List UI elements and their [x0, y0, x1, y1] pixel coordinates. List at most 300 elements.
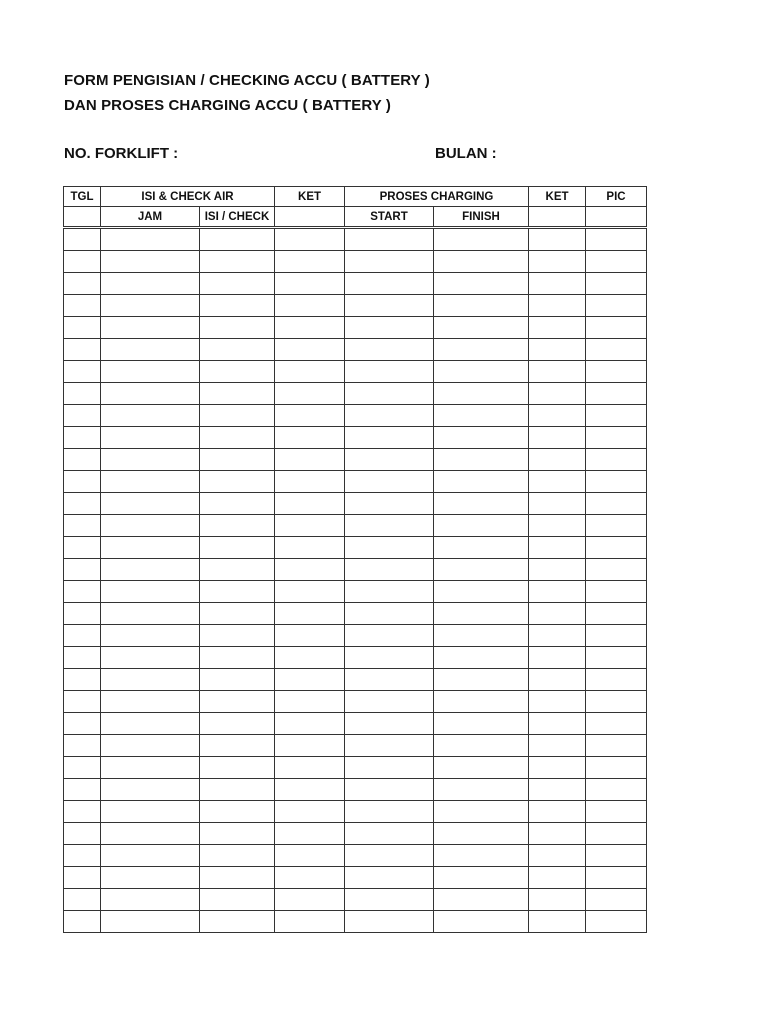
cell-ket-2: [529, 427, 586, 449]
cell-isi-check: [200, 361, 275, 383]
cell-finish: [434, 669, 529, 691]
table-row: [64, 317, 647, 339]
cell-isi-check: [200, 581, 275, 603]
cell-pic: [586, 493, 647, 515]
cell-finish: [434, 823, 529, 845]
cell-tgl: [64, 317, 101, 339]
table-row: [64, 251, 647, 273]
cell-finish: [434, 647, 529, 669]
cell-tgl: [64, 669, 101, 691]
cell-finish: [434, 383, 529, 405]
form-title-line-2: DAN PROSES CHARGING ACCU ( BATTERY ): [64, 97, 391, 114]
cell-isi-check: [200, 823, 275, 845]
table-row: [64, 911, 647, 933]
cell-jam: [101, 228, 200, 251]
cell-finish: [434, 493, 529, 515]
cell-isi-check: [200, 383, 275, 405]
cell-jam: [101, 867, 200, 889]
cell-start: [345, 647, 434, 669]
cell-finish: [434, 691, 529, 713]
subheader-start: START: [345, 207, 434, 228]
cell-ket-1: [275, 559, 345, 581]
cell-pic: [586, 779, 647, 801]
cell-jam: [101, 757, 200, 779]
cell-tgl: [64, 867, 101, 889]
cell-jam: [101, 427, 200, 449]
cell-ket-2: [529, 559, 586, 581]
cell-tgl: [64, 603, 101, 625]
cell-jam: [101, 625, 200, 647]
cell-tgl: [64, 735, 101, 757]
cell-ket-1: [275, 515, 345, 537]
cell-ket-1: [275, 691, 345, 713]
cell-ket-2: [529, 713, 586, 735]
cell-isi-check: [200, 647, 275, 669]
cell-ket-2: [529, 779, 586, 801]
table-row: [64, 339, 647, 361]
cell-finish: [434, 779, 529, 801]
cell-jam: [101, 691, 200, 713]
table-row: [64, 515, 647, 537]
subheader-pic-blank: [586, 207, 647, 228]
table-row: [64, 228, 647, 251]
cell-jam: [101, 603, 200, 625]
cell-jam: [101, 713, 200, 735]
cell-ket-1: [275, 581, 345, 603]
cell-ket-2: [529, 515, 586, 537]
cell-tgl: [64, 581, 101, 603]
cell-start: [345, 493, 434, 515]
cell-ket-2: [529, 625, 586, 647]
table-row: [64, 779, 647, 801]
cell-start: [345, 559, 434, 581]
header-tgl: TGL: [64, 187, 101, 207]
cell-pic: [586, 757, 647, 779]
cell-pic: [586, 911, 647, 933]
cell-jam: [101, 779, 200, 801]
cell-finish: [434, 757, 529, 779]
cell-pic: [586, 801, 647, 823]
cell-start: [345, 228, 434, 251]
cell-ket-1: [275, 603, 345, 625]
cell-start: [345, 405, 434, 427]
cell-ket-1: [275, 471, 345, 493]
cell-isi-check: [200, 339, 275, 361]
cell-jam: [101, 823, 200, 845]
cell-start: [345, 889, 434, 911]
cell-ket-2: [529, 537, 586, 559]
cell-tgl: [64, 405, 101, 427]
cell-isi-check: [200, 603, 275, 625]
cell-pic: [586, 295, 647, 317]
table-row: [64, 713, 647, 735]
table-row: [64, 603, 647, 625]
cell-jam: [101, 471, 200, 493]
cell-pic: [586, 537, 647, 559]
cell-tgl: [64, 449, 101, 471]
cell-tgl: [64, 493, 101, 515]
cell-ket-2: [529, 251, 586, 273]
cell-tgl: [64, 515, 101, 537]
cell-finish: [434, 911, 529, 933]
cell-tgl: [64, 471, 101, 493]
cell-jam: [101, 669, 200, 691]
cell-ket-1: [275, 251, 345, 273]
cell-ket-1: [275, 339, 345, 361]
table-row: [64, 625, 647, 647]
cell-pic: [586, 845, 647, 867]
header-isi-check-air: ISI & CHECK AIR: [101, 187, 275, 207]
cell-pic: [586, 405, 647, 427]
cell-tgl: [64, 779, 101, 801]
cell-pic: [586, 669, 647, 691]
cell-start: [345, 911, 434, 933]
table-row: [64, 757, 647, 779]
cell-finish: [434, 559, 529, 581]
cell-finish: [434, 515, 529, 537]
header-pic: PIC: [586, 187, 647, 207]
cell-tgl: [64, 801, 101, 823]
cell-isi-check: [200, 295, 275, 317]
table-row: [64, 405, 647, 427]
cell-isi-check: [200, 471, 275, 493]
table-row: [64, 801, 647, 823]
cell-isi-check: [200, 317, 275, 339]
cell-start: [345, 537, 434, 559]
cell-finish: [434, 713, 529, 735]
cell-finish: [434, 295, 529, 317]
table-row: [64, 669, 647, 691]
cell-jam: [101, 559, 200, 581]
subheader-ket-1-blank: [275, 207, 345, 228]
cell-ket-1: [275, 823, 345, 845]
cell-ket-2: [529, 757, 586, 779]
cell-ket-1: [275, 845, 345, 867]
cell-pic: [586, 383, 647, 405]
cell-start: [345, 713, 434, 735]
cell-finish: [434, 361, 529, 383]
cell-finish: [434, 625, 529, 647]
table-row: [64, 823, 647, 845]
table-row: [64, 559, 647, 581]
cell-tgl: [64, 691, 101, 713]
cell-tgl: [64, 625, 101, 647]
cell-ket-2: [529, 317, 586, 339]
cell-ket-2: [529, 823, 586, 845]
table-row: [64, 581, 647, 603]
cell-isi-check: [200, 537, 275, 559]
cell-start: [345, 251, 434, 273]
cell-ket-1: [275, 361, 345, 383]
cell-tgl: [64, 295, 101, 317]
table-row: [64, 647, 647, 669]
table-body: [64, 228, 647, 933]
table-row: [64, 845, 647, 867]
cell-jam: [101, 537, 200, 559]
cell-ket-1: [275, 713, 345, 735]
cell-isi-check: [200, 911, 275, 933]
cell-finish: [434, 405, 529, 427]
cell-ket-2: [529, 647, 586, 669]
cell-ket-1: [275, 405, 345, 427]
cell-finish: [434, 228, 529, 251]
cell-ket-1: [275, 669, 345, 691]
cell-finish: [434, 867, 529, 889]
cell-isi-check: [200, 273, 275, 295]
cell-jam: [101, 361, 200, 383]
cell-ket-1: [275, 295, 345, 317]
cell-pic: [586, 471, 647, 493]
table-row: [64, 493, 647, 515]
cell-isi-check: [200, 493, 275, 515]
cell-tgl: [64, 911, 101, 933]
cell-start: [345, 515, 434, 537]
cell-pic: [586, 581, 647, 603]
cell-start: [345, 383, 434, 405]
cell-pic: [586, 625, 647, 647]
header-ket-2: KET: [529, 187, 586, 207]
subheader-finish: FINISH: [434, 207, 529, 228]
cell-ket-2: [529, 383, 586, 405]
cell-isi-check: [200, 405, 275, 427]
cell-jam: [101, 339, 200, 361]
cell-start: [345, 691, 434, 713]
cell-start: [345, 295, 434, 317]
cell-jam: [101, 911, 200, 933]
cell-jam: [101, 273, 200, 295]
cell-ket-1: [275, 757, 345, 779]
cell-start: [345, 581, 434, 603]
cell-pic: [586, 427, 647, 449]
cell-ket-1: [275, 449, 345, 471]
cell-finish: [434, 581, 529, 603]
cell-isi-check: [200, 845, 275, 867]
cell-pic: [586, 889, 647, 911]
cell-pic: [586, 603, 647, 625]
cell-ket-1: [275, 735, 345, 757]
cell-pic: [586, 361, 647, 383]
cell-tgl: [64, 757, 101, 779]
cell-pic: [586, 228, 647, 251]
forklift-number-label: NO. FORKLIFT :: [64, 145, 179, 162]
cell-ket-2: [529, 405, 586, 427]
form-title-line-1: FORM PENGISIAN / CHECKING ACCU ( BATTERY ): [64, 72, 430, 89]
battery-checking-table: [63, 186, 647, 933]
subheader-ket-2-blank: [529, 207, 586, 228]
cell-start: [345, 471, 434, 493]
cell-start: [345, 669, 434, 691]
cell-ket-1: [275, 273, 345, 295]
cell-start: [345, 845, 434, 867]
cell-ket-1: [275, 911, 345, 933]
cell-finish: [434, 889, 529, 911]
cell-ket-2: [529, 801, 586, 823]
cell-finish: [434, 251, 529, 273]
cell-isi-check: [200, 669, 275, 691]
header-proses-charging: PROSES CHARGING: [345, 187, 529, 207]
cell-pic: [586, 823, 647, 845]
cell-ket-2: [529, 603, 586, 625]
cell-ket-2: [529, 669, 586, 691]
table-row: [64, 889, 647, 911]
cell-pic: [586, 515, 647, 537]
cell-tgl: [64, 559, 101, 581]
cell-jam: [101, 383, 200, 405]
cell-jam: [101, 449, 200, 471]
cell-pic: [586, 559, 647, 581]
subheader-isi-check: ISI / CHECK: [200, 207, 275, 228]
cell-start: [345, 317, 434, 339]
cell-tgl: [64, 361, 101, 383]
cell-pic: [586, 691, 647, 713]
cell-jam: [101, 515, 200, 537]
cell-ket-2: [529, 361, 586, 383]
cell-ket-2: [529, 867, 586, 889]
cell-ket-2: [529, 273, 586, 295]
cell-ket-2: [529, 735, 586, 757]
cell-isi-check: [200, 713, 275, 735]
cell-isi-check: [200, 228, 275, 251]
cell-tgl: [64, 251, 101, 273]
cell-ket-2: [529, 845, 586, 867]
table-row: [64, 735, 647, 757]
cell-jam: [101, 405, 200, 427]
cell-isi-check: [200, 559, 275, 581]
cell-tgl: [64, 647, 101, 669]
cell-finish: [434, 427, 529, 449]
cell-tgl: [64, 273, 101, 295]
cell-ket-1: [275, 867, 345, 889]
cell-jam: [101, 493, 200, 515]
cell-jam: [101, 295, 200, 317]
cell-start: [345, 361, 434, 383]
cell-start: [345, 449, 434, 471]
cell-pic: [586, 735, 647, 757]
cell-tgl: [64, 889, 101, 911]
cell-ket-1: [275, 537, 345, 559]
cell-ket-1: [275, 801, 345, 823]
cell-ket-2: [529, 228, 586, 251]
cell-start: [345, 757, 434, 779]
cell-jam: [101, 581, 200, 603]
cell-isi-check: [200, 867, 275, 889]
cell-ket-1: [275, 228, 345, 251]
cell-isi-check: [200, 735, 275, 757]
cell-isi-check: [200, 889, 275, 911]
cell-isi-check: [200, 757, 275, 779]
cell-start: [345, 779, 434, 801]
cell-isi-check: [200, 515, 275, 537]
cell-ket-2: [529, 339, 586, 361]
cell-tgl: [64, 383, 101, 405]
table-row: [64, 691, 647, 713]
cell-start: [345, 427, 434, 449]
cell-start: [345, 339, 434, 361]
cell-tgl: [64, 339, 101, 361]
cell-ket-1: [275, 427, 345, 449]
cell-tgl: [64, 537, 101, 559]
cell-jam: [101, 647, 200, 669]
cell-pic: [586, 713, 647, 735]
cell-start: [345, 603, 434, 625]
cell-ket-1: [275, 647, 345, 669]
table-row: [64, 361, 647, 383]
cell-finish: [434, 273, 529, 295]
table-row: [64, 295, 647, 317]
cell-pic: [586, 449, 647, 471]
cell-pic: [586, 339, 647, 361]
cell-pic: [586, 251, 647, 273]
table-row: [64, 449, 647, 471]
cell-ket-1: [275, 779, 345, 801]
cell-tgl: [64, 823, 101, 845]
header-ket-1: KET: [275, 187, 345, 207]
cell-start: [345, 273, 434, 295]
cell-ket-1: [275, 625, 345, 647]
cell-finish: [434, 801, 529, 823]
table-row: [64, 427, 647, 449]
cell-isi-check: [200, 801, 275, 823]
cell-start: [345, 625, 434, 647]
cell-ket-2: [529, 471, 586, 493]
cell-ket-2: [529, 691, 586, 713]
cell-tgl: [64, 713, 101, 735]
cell-jam: [101, 845, 200, 867]
cell-finish: [434, 845, 529, 867]
cell-jam: [101, 317, 200, 339]
cell-finish: [434, 735, 529, 757]
cell-finish: [434, 339, 529, 361]
cell-tgl: [64, 427, 101, 449]
cell-isi-check: [200, 449, 275, 471]
cell-tgl: [64, 228, 101, 251]
cell-ket-2: [529, 911, 586, 933]
cell-pic: [586, 273, 647, 295]
table-row: [64, 867, 647, 889]
cell-tgl: [64, 845, 101, 867]
cell-ket-2: [529, 449, 586, 471]
cell-start: [345, 735, 434, 757]
cell-finish: [434, 537, 529, 559]
cell-finish: [434, 603, 529, 625]
subheader-tgl-blank: [64, 207, 101, 228]
cell-ket-1: [275, 889, 345, 911]
table-row: [64, 537, 647, 559]
cell-pic: [586, 647, 647, 669]
cell-ket-1: [275, 317, 345, 339]
cell-pic: [586, 317, 647, 339]
cell-isi-check: [200, 625, 275, 647]
cell-isi-check: [200, 427, 275, 449]
cell-ket-1: [275, 383, 345, 405]
cell-jam: [101, 251, 200, 273]
cell-isi-check: [200, 251, 275, 273]
cell-ket-1: [275, 493, 345, 515]
cell-finish: [434, 449, 529, 471]
cell-ket-2: [529, 295, 586, 317]
cell-jam: [101, 735, 200, 757]
cell-jam: [101, 801, 200, 823]
cell-ket-2: [529, 889, 586, 911]
cell-finish: [434, 471, 529, 493]
cell-isi-check: [200, 691, 275, 713]
subheader-jam: JAM: [101, 207, 200, 228]
cell-ket-2: [529, 493, 586, 515]
cell-start: [345, 801, 434, 823]
month-label: BULAN :: [435, 145, 497, 162]
cell-isi-check: [200, 779, 275, 801]
table-row: [64, 383, 647, 405]
